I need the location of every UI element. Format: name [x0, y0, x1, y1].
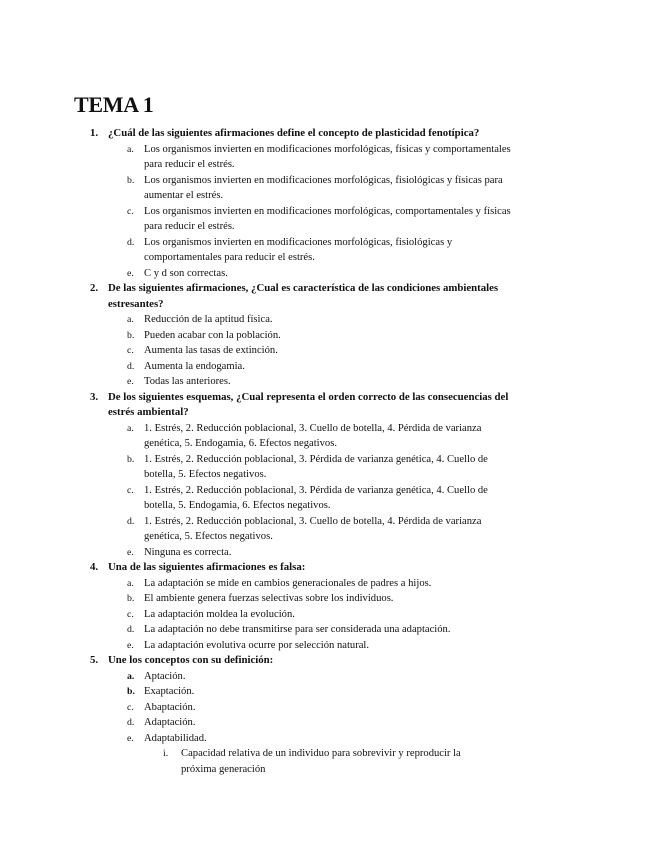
- option-text: El ambiente genera fuerzas selectivas sobre los individuos.: [144, 593, 394, 604]
- option-text: Abaptación.: [144, 701, 196, 713]
- question-2: [0, 281, 655, 390]
- option-c: [0, 343, 655, 359]
- option-letter: e.: [127, 376, 134, 387]
- option-letter: c.: [127, 345, 134, 356]
- option-a: [0, 576, 655, 592]
- question-label: De los siguientes esquemas, ¿Cual representa el orden correcto de las consecuencias del estrés ambiental?: [108, 390, 509, 418]
- page-title: TEMA 1: [74, 92, 154, 117]
- option-e: [0, 545, 655, 561]
- option-d: [0, 622, 655, 638]
- option-e: [0, 374, 655, 390]
- question-3: [0, 390, 655, 561]
- option-text: 1. Estrés, 2. Reducción poblacional, 3. Cuello de botella, 4. Pérdida de varianza genética, 5. Endogamia, 6. Efectos negativos.: [144, 422, 482, 449]
- option-text: La adaptación evolutiva ocurre por selección natural.: [144, 639, 370, 651]
- option-text: Reducción de la aptitud física.: [144, 314, 273, 325]
- option-d: [0, 359, 655, 375]
- question-text: [0, 653, 655, 669]
- question-text: [0, 390, 655, 421]
- option-letter: a.: [127, 143, 134, 155]
- option-d: [0, 514, 655, 545]
- option-letter: a.: [127, 314, 134, 325]
- option-c: [0, 204, 655, 235]
- question-number: 4.: [90, 561, 99, 573]
- question-list: [0, 126, 655, 777]
- option-a: [0, 421, 655, 452]
- option-text: 1. Estrés, 2. Reducción poblacional, 3. Pérdida de varianza genética, 4. Cuello de botella, 5. Endogamia, 6. Efectos negativos.: [144, 484, 488, 511]
- option-c: [0, 700, 655, 716]
- option-text: Aumenta la endogamia.: [144, 360, 245, 372]
- option-letter: c.: [127, 484, 134, 496]
- option-letter: e.: [127, 639, 134, 651]
- option-text: La adaptación no debe transmitirse para ser considerada una adaptación.: [144, 624, 451, 635]
- option-letter: b.: [127, 329, 135, 341]
- option-c: [0, 607, 655, 623]
- question-4: [0, 560, 655, 653]
- option-text: Adaptación.: [144, 717, 196, 728]
- option-letter: c.: [127, 608, 134, 620]
- option-text: Aptación.: [144, 670, 186, 682]
- option-letter: b.: [127, 174, 135, 186]
- sub-item-text: Capacidad relativa de un individuo para sobrevivir y reproducir la próxima generación: [181, 748, 461, 775]
- question-number: 3.: [90, 390, 99, 403]
- option-letter: b.: [127, 686, 135, 697]
- sub-item-i: [0, 746, 655, 777]
- option-text: Los organismos invierten en modificaciones morfológicas, fisiológicas y físicas para aumentar el estrés.: [144, 174, 503, 201]
- option-d: [0, 715, 655, 731]
- option-e: [0, 731, 655, 747]
- option-letter: a.: [127, 422, 134, 434]
- option-e: [0, 266, 655, 282]
- option-e: [0, 638, 655, 654]
- option-a: [0, 142, 655, 173]
- option-letter: e.: [127, 732, 134, 744]
- option-text: Los organismos invierten en modificaciones morfológicas, fisiológicas y comportamentales para reducir el estrés.: [144, 236, 453, 263]
- question-number: 1.: [90, 127, 99, 139]
- option-b: [0, 328, 655, 344]
- option-letter: a.: [127, 670, 135, 682]
- question-text: [0, 126, 655, 142]
- option-letter: d.: [127, 360, 135, 372]
- option-text: Aumenta las tasas de extinción.: [144, 345, 278, 356]
- option-letter: d.: [127, 624, 135, 635]
- option-text: 1. Estrés, 2. Reducción poblacional, 3. Cuello de botella, 4. Pérdida de varianza genética, 5. Efectos negativos.: [144, 515, 482, 542]
- option-b: [0, 684, 655, 700]
- option-d: [0, 235, 655, 266]
- question-5: [0, 653, 655, 777]
- option-text: La adaptación se mide en cambios generacionales de padres a hijos.: [144, 577, 432, 589]
- question-number: 5.: [90, 654, 99, 666]
- option-text: Ninguna es correcta.: [144, 546, 232, 558]
- question-label: Une los conceptos con su definición:: [108, 654, 274, 666]
- option-a: [0, 669, 655, 685]
- question-number: 2.: [90, 282, 99, 294]
- option-letter: e.: [127, 546, 134, 558]
- option-text: Los organismos invierten en modificaciones morfológicas, comportamentales y físicas para reducir el estrés.: [144, 205, 511, 232]
- option-a: [0, 312, 655, 328]
- option-b: [0, 173, 655, 204]
- option-text: La adaptación moldea la evolución.: [144, 608, 295, 620]
- question-label: De las siguientes afirmaciones, ¿Cual es característica de las condiciones ambientales estresantes?: [108, 282, 499, 310]
- option-text: Adaptabilidad.: [144, 732, 207, 744]
- question-text: [0, 560, 655, 576]
- option-text: Pueden acabar con la población.: [144, 329, 281, 341]
- option-text: 1. Estrés, 2. Reducción poblacional, 3. Pérdida de varianza genética, 4. Cuello de botella, 5. Efectos negativos.: [144, 453, 488, 480]
- question-text: [0, 281, 655, 312]
- option-letter: b.: [127, 593, 135, 604]
- option-letter: e.: [127, 267, 134, 279]
- option-letter: d.: [127, 236, 135, 248]
- option-b: [0, 452, 655, 483]
- option-letter: a.: [127, 577, 134, 589]
- question-label: ¿Cuál de las siguientes afirmaciones define el concepto de plasticidad fenotípica?: [108, 127, 480, 139]
- option-letter: d.: [127, 515, 135, 527]
- option-letter: c.: [127, 701, 134, 713]
- sub-item-number: i.: [163, 748, 169, 759]
- option-c: [0, 483, 655, 514]
- option-text: Los organismos invierten en modificaciones morfológicas, físicas y comportamentales para reducir el estrés.: [144, 143, 511, 170]
- option-text: C y d son correctas.: [144, 267, 228, 279]
- option-letter: d.: [127, 717, 135, 728]
- question-1: [0, 126, 655, 281]
- question-label: Una de las siguientes afirmaciones es falsa:: [108, 561, 306, 573]
- option-text: Exaptación.: [144, 686, 195, 697]
- option-letter: c.: [127, 205, 134, 217]
- option-b: [0, 591, 655, 607]
- option-letter: b.: [127, 453, 135, 465]
- option-text: Todas las anteriores.: [144, 376, 231, 387]
